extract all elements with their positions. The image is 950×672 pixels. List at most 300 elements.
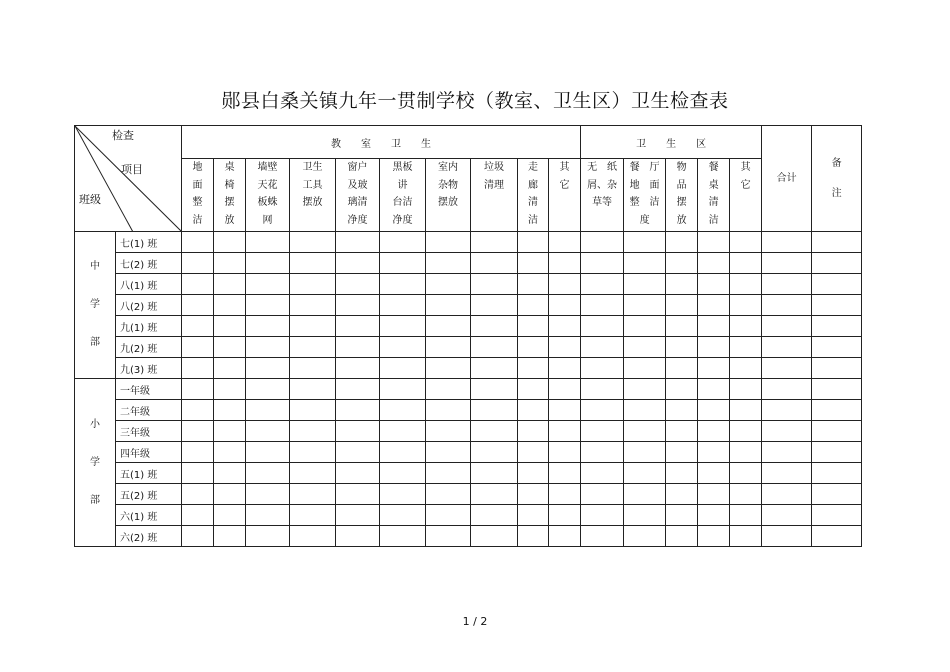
class-name-cell: 七(1) 班 bbox=[116, 232, 182, 253]
score-cell[interactable] bbox=[762, 379, 812, 400]
score-cell[interactable] bbox=[624, 379, 666, 400]
score-cell[interactable] bbox=[698, 484, 730, 505]
class-name-cell: 九(3) 班 bbox=[116, 358, 182, 379]
score-cell[interactable] bbox=[246, 484, 290, 505]
score-cell[interactable] bbox=[698, 421, 730, 442]
score-cell[interactable] bbox=[730, 295, 762, 316]
score-cell[interactable] bbox=[471, 295, 518, 316]
score-cell[interactable] bbox=[426, 337, 471, 358]
score-cell[interactable] bbox=[290, 232, 336, 253]
score-cell[interactable] bbox=[214, 337, 246, 358]
score-cell[interactable] bbox=[214, 274, 246, 295]
score-cell[interactable] bbox=[426, 421, 471, 442]
class-name-cell: 六(2) 班 bbox=[116, 526, 182, 547]
score-cell[interactable] bbox=[730, 400, 762, 421]
classroom-item-header: 桌 椅 摆 放 bbox=[214, 159, 246, 232]
score-cell[interactable] bbox=[624, 295, 666, 316]
score-cell[interactable] bbox=[182, 232, 214, 253]
score-cell[interactable] bbox=[549, 316, 581, 337]
score-cell[interactable] bbox=[214, 400, 246, 421]
score-cell[interactable] bbox=[624, 274, 666, 295]
score-cell[interactable] bbox=[812, 484, 862, 505]
table-row bbox=[75, 253, 862, 274]
page-number: 1 / 2 bbox=[462, 615, 488, 628]
score-cell[interactable] bbox=[380, 400, 426, 421]
score-cell[interactable] bbox=[246, 421, 290, 442]
table-row bbox=[75, 316, 862, 337]
score-cell[interactable] bbox=[214, 442, 246, 463]
score-cell[interactable] bbox=[666, 379, 698, 400]
score-cell[interactable] bbox=[549, 274, 581, 295]
score-cell[interactable] bbox=[549, 253, 581, 274]
score-cell[interactable] bbox=[471, 379, 518, 400]
corner-check-label: 检查 bbox=[112, 129, 134, 142]
score-cell[interactable] bbox=[581, 505, 624, 526]
score-cell[interactable] bbox=[666, 316, 698, 337]
score-cell[interactable] bbox=[214, 505, 246, 526]
score-cell[interactable] bbox=[426, 463, 471, 484]
classroom-item-header: 黑板 讲 台洁 净度 bbox=[380, 159, 426, 232]
score-cell[interactable] bbox=[730, 526, 762, 547]
score-cell[interactable] bbox=[426, 526, 471, 547]
score-cell[interactable] bbox=[581, 337, 624, 358]
score-cell[interactable] bbox=[336, 337, 380, 358]
table-row bbox=[75, 358, 862, 379]
classroom-item-header: 窗户 及玻 璃清 净度 bbox=[336, 159, 380, 232]
score-cell[interactable] bbox=[336, 463, 380, 484]
score-cell[interactable] bbox=[666, 253, 698, 274]
score-cell[interactable] bbox=[730, 337, 762, 358]
score-cell[interactable] bbox=[730, 253, 762, 274]
score-cell[interactable] bbox=[471, 463, 518, 484]
table-row bbox=[75, 274, 862, 295]
score-cell[interactable] bbox=[518, 400, 549, 421]
score-cell[interactable] bbox=[214, 358, 246, 379]
score-cell[interactable] bbox=[762, 337, 812, 358]
score-cell[interactable] bbox=[698, 379, 730, 400]
score-cell[interactable] bbox=[518, 232, 549, 253]
score-cell[interactable] bbox=[581, 232, 624, 253]
score-cell[interactable] bbox=[730, 442, 762, 463]
score-cell[interactable] bbox=[471, 400, 518, 421]
score-cell[interactable] bbox=[812, 463, 862, 484]
table-row bbox=[75, 295, 862, 316]
score-cell[interactable] bbox=[730, 484, 762, 505]
score-cell[interactable] bbox=[624, 232, 666, 253]
score-cell[interactable] bbox=[698, 295, 730, 316]
score-cell[interactable] bbox=[214, 295, 246, 316]
score-cell[interactable] bbox=[762, 316, 812, 337]
score-cell[interactable] bbox=[762, 442, 812, 463]
score-cell[interactable] bbox=[182, 463, 214, 484]
score-cell[interactable] bbox=[666, 358, 698, 379]
score-cell[interactable] bbox=[812, 316, 862, 337]
score-cell[interactable] bbox=[246, 400, 290, 421]
score-cell[interactable] bbox=[246, 253, 290, 274]
score-cell[interactable] bbox=[624, 421, 666, 442]
score-cell[interactable] bbox=[624, 442, 666, 463]
score-cell[interactable] bbox=[666, 526, 698, 547]
classroom-item-header: 走 廊 清 洁 bbox=[518, 159, 549, 232]
score-cell[interactable] bbox=[290, 484, 336, 505]
score-cell[interactable] bbox=[471, 253, 518, 274]
score-cell[interactable] bbox=[246, 232, 290, 253]
score-cell[interactable] bbox=[214, 253, 246, 274]
score-cell[interactable] bbox=[336, 526, 380, 547]
score-cell[interactable] bbox=[182, 400, 214, 421]
score-cell[interactable] bbox=[624, 505, 666, 526]
score-cell[interactable] bbox=[214, 484, 246, 505]
score-cell[interactable] bbox=[762, 505, 812, 526]
group-header-classroom: 教 室 卫 生 bbox=[182, 126, 581, 159]
area-item-header: 物 品 摆 放 bbox=[666, 159, 698, 232]
score-cell[interactable] bbox=[182, 337, 214, 358]
score-cell[interactable] bbox=[246, 358, 290, 379]
score-cell[interactable] bbox=[182, 316, 214, 337]
score-cell[interactable] bbox=[182, 253, 214, 274]
class-name-cell: 九(1) 班 bbox=[116, 316, 182, 337]
score-cell[interactable] bbox=[730, 379, 762, 400]
score-cell[interactable] bbox=[214, 316, 246, 337]
score-cell[interactable] bbox=[182, 379, 214, 400]
score-cell[interactable] bbox=[380, 421, 426, 442]
score-cell[interactable] bbox=[518, 421, 549, 442]
score-cell[interactable] bbox=[290, 295, 336, 316]
corner-class-label: 班级 bbox=[79, 193, 101, 206]
score-cell[interactable] bbox=[426, 232, 471, 253]
score-cell[interactable] bbox=[581, 358, 624, 379]
score-cell[interactable] bbox=[380, 232, 426, 253]
score-cell[interactable] bbox=[549, 337, 581, 358]
score-cell[interactable] bbox=[336, 358, 380, 379]
score-cell[interactable] bbox=[762, 400, 812, 421]
score-cell[interactable] bbox=[762, 295, 812, 316]
score-cell[interactable] bbox=[812, 400, 862, 421]
score-cell[interactable] bbox=[426, 442, 471, 463]
class-name-cell: 五(2) 班 bbox=[116, 484, 182, 505]
score-cell[interactable] bbox=[426, 358, 471, 379]
score-cell[interactable] bbox=[698, 526, 730, 547]
score-cell[interactable] bbox=[581, 379, 624, 400]
score-cell[interactable] bbox=[812, 379, 862, 400]
score-cell[interactable] bbox=[581, 295, 624, 316]
score-cell[interactable] bbox=[214, 526, 246, 547]
score-cell[interactable] bbox=[426, 316, 471, 337]
score-cell[interactable] bbox=[666, 421, 698, 442]
score-cell[interactable] bbox=[698, 253, 730, 274]
score-cell[interactable] bbox=[812, 337, 862, 358]
score-cell[interactable] bbox=[380, 505, 426, 526]
score-cell[interactable] bbox=[246, 463, 290, 484]
score-cell[interactable] bbox=[246, 526, 290, 547]
score-cell[interactable] bbox=[581, 526, 624, 547]
score-cell[interactable] bbox=[549, 295, 581, 316]
score-cell[interactable] bbox=[666, 484, 698, 505]
table-row bbox=[75, 421, 862, 442]
score-cell[interactable] bbox=[549, 400, 581, 421]
score-cell[interactable] bbox=[246, 274, 290, 295]
score-cell[interactable] bbox=[182, 484, 214, 505]
score-cell[interactable] bbox=[336, 274, 380, 295]
score-cell[interactable] bbox=[666, 337, 698, 358]
score-cell[interactable] bbox=[581, 400, 624, 421]
score-cell[interactable] bbox=[549, 442, 581, 463]
score-cell[interactable] bbox=[380, 463, 426, 484]
score-cell[interactable] bbox=[666, 400, 698, 421]
score-cell[interactable] bbox=[182, 295, 214, 316]
score-cell[interactable] bbox=[246, 505, 290, 526]
score-cell[interactable] bbox=[290, 337, 336, 358]
score-cell[interactable] bbox=[246, 316, 290, 337]
score-cell[interactable] bbox=[549, 484, 581, 505]
score-cell[interactable] bbox=[518, 379, 549, 400]
section-label: 中 学 部 bbox=[75, 232, 116, 379]
score-cell[interactable] bbox=[336, 379, 380, 400]
score-cell[interactable] bbox=[698, 442, 730, 463]
score-cell[interactable] bbox=[471, 442, 518, 463]
inspection-table bbox=[74, 125, 862, 547]
score-cell[interactable] bbox=[812, 505, 862, 526]
score-cell[interactable] bbox=[380, 484, 426, 505]
score-cell[interactable] bbox=[549, 358, 581, 379]
score-cell[interactable] bbox=[471, 526, 518, 547]
table-row bbox=[75, 232, 862, 253]
score-cell[interactable] bbox=[214, 379, 246, 400]
score-cell[interactable] bbox=[290, 442, 336, 463]
score-cell[interactable] bbox=[581, 484, 624, 505]
score-cell[interactable] bbox=[581, 442, 624, 463]
score-cell[interactable] bbox=[336, 232, 380, 253]
score-cell[interactable] bbox=[730, 232, 762, 253]
score-cell[interactable] bbox=[581, 253, 624, 274]
score-cell[interactable] bbox=[624, 526, 666, 547]
score-cell[interactable] bbox=[812, 421, 862, 442]
score-cell[interactable] bbox=[698, 337, 730, 358]
class-name-cell: 八(2) 班 bbox=[116, 295, 182, 316]
score-cell[interactable] bbox=[471, 484, 518, 505]
score-cell[interactable] bbox=[214, 463, 246, 484]
class-name-cell: 一年级 bbox=[116, 379, 182, 400]
score-cell[interactable] bbox=[214, 232, 246, 253]
score-cell[interactable] bbox=[581, 421, 624, 442]
score-cell[interactable] bbox=[290, 505, 336, 526]
table-row bbox=[75, 337, 862, 358]
class-name-cell: 九(2) 班 bbox=[116, 337, 182, 358]
score-cell[interactable] bbox=[246, 379, 290, 400]
classroom-item-header: 室内 杂物 摆放 bbox=[426, 159, 471, 232]
score-cell[interactable] bbox=[762, 253, 812, 274]
score-cell[interactable] bbox=[666, 274, 698, 295]
score-cell[interactable] bbox=[290, 316, 336, 337]
score-cell[interactable] bbox=[336, 400, 380, 421]
total-header: 合计 bbox=[762, 126, 812, 232]
score-cell[interactable] bbox=[336, 316, 380, 337]
score-cell[interactable] bbox=[336, 253, 380, 274]
score-cell[interactable] bbox=[426, 295, 471, 316]
score-cell[interactable] bbox=[518, 463, 549, 484]
score-cell[interactable] bbox=[336, 484, 380, 505]
table-row bbox=[75, 400, 862, 421]
table-row bbox=[75, 463, 862, 484]
score-cell[interactable] bbox=[549, 463, 581, 484]
score-cell[interactable] bbox=[762, 526, 812, 547]
score-cell[interactable] bbox=[730, 274, 762, 295]
score-cell[interactable] bbox=[549, 526, 581, 547]
score-cell[interactable] bbox=[698, 400, 730, 421]
score-cell[interactable] bbox=[666, 463, 698, 484]
score-cell[interactable] bbox=[624, 463, 666, 484]
score-cell[interactable] bbox=[426, 505, 471, 526]
score-cell[interactable] bbox=[581, 274, 624, 295]
score-cell[interactable] bbox=[518, 295, 549, 316]
score-cell[interactable] bbox=[730, 358, 762, 379]
score-cell[interactable] bbox=[730, 505, 762, 526]
score-cell[interactable] bbox=[518, 484, 549, 505]
score-cell[interactable] bbox=[666, 232, 698, 253]
score-cell[interactable] bbox=[290, 274, 336, 295]
score-cell[interactable] bbox=[812, 526, 862, 547]
score-cell[interactable] bbox=[336, 442, 380, 463]
classroom-item-header: 墙壁 天花 板蛛 网 bbox=[246, 159, 290, 232]
score-cell[interactable] bbox=[518, 505, 549, 526]
score-cell[interactable] bbox=[698, 274, 730, 295]
score-cell[interactable] bbox=[182, 505, 214, 526]
score-cell[interactable] bbox=[698, 232, 730, 253]
score-cell[interactable] bbox=[426, 379, 471, 400]
score-cell[interactable] bbox=[290, 421, 336, 442]
score-cell[interactable] bbox=[518, 526, 549, 547]
score-cell[interactable] bbox=[471, 337, 518, 358]
score-cell[interactable] bbox=[518, 358, 549, 379]
score-cell[interactable] bbox=[471, 232, 518, 253]
score-cell[interactable] bbox=[730, 463, 762, 484]
class-name-cell: 二年级 bbox=[116, 400, 182, 421]
table-row bbox=[75, 484, 862, 505]
score-cell[interactable] bbox=[762, 463, 812, 484]
score-cell[interactable] bbox=[182, 442, 214, 463]
score-cell[interactable] bbox=[762, 358, 812, 379]
score-cell[interactable] bbox=[624, 316, 666, 337]
score-cell[interactable] bbox=[762, 232, 812, 253]
score-cell[interactable] bbox=[624, 358, 666, 379]
table-row bbox=[75, 505, 862, 526]
score-cell[interactable] bbox=[182, 358, 214, 379]
score-cell[interactable] bbox=[581, 316, 624, 337]
score-cell[interactable] bbox=[762, 421, 812, 442]
score-cell[interactable] bbox=[246, 442, 290, 463]
score-cell[interactable] bbox=[518, 316, 549, 337]
score-cell[interactable] bbox=[471, 505, 518, 526]
score-cell[interactable] bbox=[336, 505, 380, 526]
score-cell[interactable] bbox=[624, 253, 666, 274]
score-cell[interactable] bbox=[426, 253, 471, 274]
score-cell[interactable] bbox=[812, 274, 862, 295]
score-cell[interactable] bbox=[730, 421, 762, 442]
score-cell[interactable] bbox=[581, 463, 624, 484]
score-cell[interactable] bbox=[518, 274, 549, 295]
score-cell[interactable] bbox=[666, 505, 698, 526]
score-cell[interactable] bbox=[336, 421, 380, 442]
score-cell[interactable] bbox=[812, 358, 862, 379]
score-cell[interactable] bbox=[380, 526, 426, 547]
score-cell[interactable] bbox=[471, 274, 518, 295]
score-cell[interactable] bbox=[246, 295, 290, 316]
score-cell[interactable] bbox=[426, 484, 471, 505]
score-cell[interactable] bbox=[812, 232, 862, 253]
score-cell[interactable] bbox=[812, 295, 862, 316]
score-cell[interactable] bbox=[518, 253, 549, 274]
score-cell[interactable] bbox=[182, 526, 214, 547]
score-cell[interactable] bbox=[518, 337, 549, 358]
score-cell[interactable] bbox=[380, 295, 426, 316]
score-cell[interactable] bbox=[666, 295, 698, 316]
score-cell[interactable] bbox=[426, 274, 471, 295]
score-cell[interactable] bbox=[214, 421, 246, 442]
remark-header: 备 注 bbox=[812, 126, 862, 232]
score-cell[interactable] bbox=[549, 505, 581, 526]
score-cell[interactable] bbox=[380, 274, 426, 295]
score-cell[interactable] bbox=[182, 421, 214, 442]
score-cell[interactable] bbox=[290, 379, 336, 400]
score-cell[interactable] bbox=[290, 400, 336, 421]
class-name-cell: 八(1) 班 bbox=[116, 274, 182, 295]
score-cell[interactable] bbox=[698, 358, 730, 379]
score-cell[interactable] bbox=[380, 316, 426, 337]
class-name-cell: 三年级 bbox=[116, 421, 182, 442]
score-cell[interactable] bbox=[762, 484, 812, 505]
score-cell[interactable] bbox=[246, 337, 290, 358]
score-cell[interactable] bbox=[624, 337, 666, 358]
document-title: 郧县白桑关镇九年一贯制学校（教室、卫生区）卫生检查表 bbox=[221, 90, 729, 112]
class-name-cell: 七(2) 班 bbox=[116, 253, 182, 274]
score-cell[interactable] bbox=[549, 379, 581, 400]
score-cell[interactable] bbox=[380, 358, 426, 379]
score-cell[interactable] bbox=[698, 463, 730, 484]
score-cell[interactable] bbox=[549, 421, 581, 442]
score-cell[interactable] bbox=[624, 400, 666, 421]
score-cell[interactable] bbox=[812, 253, 862, 274]
table-row bbox=[75, 442, 862, 463]
score-cell[interactable] bbox=[380, 379, 426, 400]
score-cell[interactable] bbox=[624, 484, 666, 505]
score-cell[interactable] bbox=[518, 442, 549, 463]
class-name-cell: 五(1) 班 bbox=[116, 463, 182, 484]
score-cell[interactable] bbox=[426, 400, 471, 421]
score-cell[interactable] bbox=[812, 442, 862, 463]
score-cell[interactable] bbox=[471, 316, 518, 337]
score-cell[interactable] bbox=[666, 442, 698, 463]
score-cell[interactable] bbox=[471, 421, 518, 442]
score-cell[interactable] bbox=[182, 274, 214, 295]
score-cell[interactable] bbox=[471, 358, 518, 379]
score-cell[interactable] bbox=[380, 337, 426, 358]
score-cell[interactable] bbox=[290, 253, 336, 274]
score-cell[interactable] bbox=[380, 253, 426, 274]
area-item-header: 餐 桌 清 洁 bbox=[698, 159, 730, 232]
header-corner-cell bbox=[75, 126, 182, 232]
score-cell[interactable] bbox=[730, 316, 762, 337]
score-cell[interactable] bbox=[698, 316, 730, 337]
score-cell[interactable] bbox=[336, 295, 380, 316]
score-cell[interactable] bbox=[290, 463, 336, 484]
score-cell[interactable] bbox=[549, 232, 581, 253]
score-cell[interactable] bbox=[380, 442, 426, 463]
score-cell[interactable] bbox=[698, 505, 730, 526]
score-cell[interactable] bbox=[290, 526, 336, 547]
score-cell[interactable] bbox=[762, 274, 812, 295]
classroom-item-header: 卫生 工具 摆放 bbox=[290, 159, 336, 232]
score-cell[interactable] bbox=[290, 358, 336, 379]
